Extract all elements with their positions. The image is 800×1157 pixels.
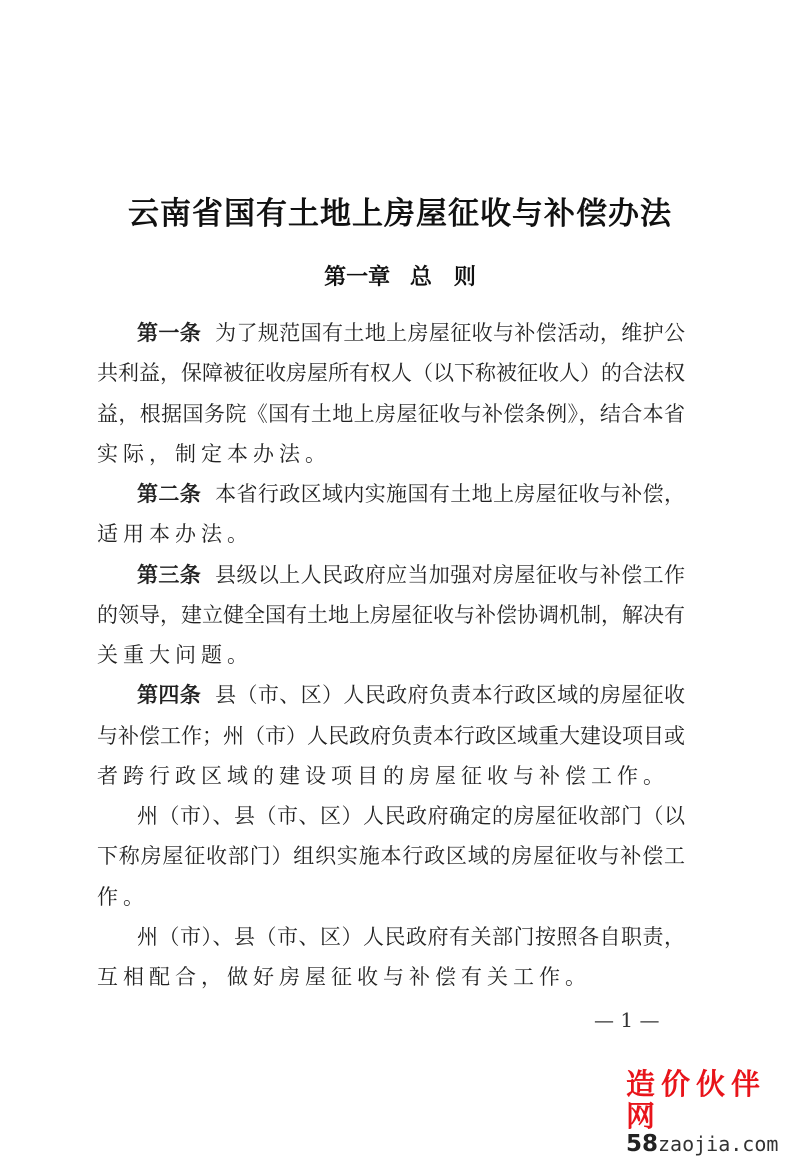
article-paragraph: [97, 796, 685, 917]
article-label: 第二条: [137, 482, 202, 506]
line-text: 的领导，建立健全国有土地上房屋征收与补偿协调机制，解决有: [97, 602, 685, 627]
line-text: 互相配合，做好房屋征收与补偿有关工作。: [97, 965, 591, 989]
line-text: 实际，制定本办法。: [97, 441, 331, 466]
article-paragraph: [97, 675, 685, 796]
page-number: — 1 —: [594, 1008, 660, 1032]
text-line: [97, 877, 685, 917]
watermark-logo: [626, 1067, 800, 1157]
watermark-domain-text: zaojia.com: [658, 1132, 779, 1156]
text-line: [97, 635, 685, 675]
line-text: 适用本办法。: [97, 522, 253, 547]
text-line: [97, 595, 685, 635]
line-text: 为了规范国有土地上房屋征收与补偿活动，维护公: [215, 321, 685, 345]
line-text: 县级以上人民政府应当加强对房屋征收与补偿工作: [215, 562, 685, 587]
text-line: [97, 474, 685, 514]
watermark-domain: [626, 1132, 800, 1156]
line-text: 州（市）、县（市、区）人民政府确定的房屋征收部门（以: [137, 804, 685, 828]
chapter-heading: [0, 260, 800, 291]
line-text: 共利益，保障被征收房屋所有权人（以下称被征收人）的合法权: [97, 361, 685, 386]
line-text: 者跨行政区域的建设项目的房屋征收与补偿工作。: [97, 763, 669, 788]
text-line: [97, 957, 685, 997]
chapter-name: 总 则: [409, 264, 476, 290]
text-line: [97, 675, 685, 715]
line-text: 与补偿工作；州（市）人民政府负责本行政区域重大建设项目或: [97, 723, 685, 748]
article-paragraph: [97, 917, 685, 998]
article-label: 第一条: [137, 321, 202, 345]
line-text: 县（市、区）人民政府负责本行政区域的房屋征收: [215, 683, 685, 708]
text-line: [97, 514, 685, 554]
text-line: [97, 756, 685, 796]
article-paragraph: [97, 555, 685, 676]
article-paragraph: [97, 474, 685, 555]
document-body: [97, 313, 685, 997]
line-text: 关重大问题。: [97, 643, 253, 667]
text-line: [97, 313, 685, 353]
watermark-num: 58: [626, 1131, 659, 1157]
article-label: 第三条: [137, 562, 202, 587]
text-line: [97, 555, 685, 595]
line-text: 州（市）、县（市、区）人民政府有关部门按照各自职责，: [137, 924, 685, 949]
text-line: [97, 394, 685, 434]
text-line: [97, 716, 685, 756]
text-line: [97, 836, 685, 876]
line-text: 本省行政区域内实施国有土地上房屋征收与补偿，: [215, 482, 685, 506]
line-text: 作。: [97, 884, 149, 909]
line-text: 下称房屋征收部门）组织实施本行政区域的房屋征收与补偿工: [97, 844, 685, 869]
line-text: 益，根据国务院《国有土地上房屋征收与补偿条例》，结合本省: [97, 401, 685, 426]
article-label: 第四条: [137, 683, 202, 708]
text-line: [97, 917, 685, 957]
watermark-cn: 造价伙伴网: [626, 1067, 767, 1133]
document-title: 云南省国有土地上房屋征收与补偿办法: [128, 196, 672, 232]
article-paragraph: [97, 313, 685, 474]
text-line: [97, 353, 685, 393]
text-line: [97, 796, 685, 836]
text-line: [97, 434, 685, 474]
chapter-number: 第一章: [324, 264, 391, 290]
